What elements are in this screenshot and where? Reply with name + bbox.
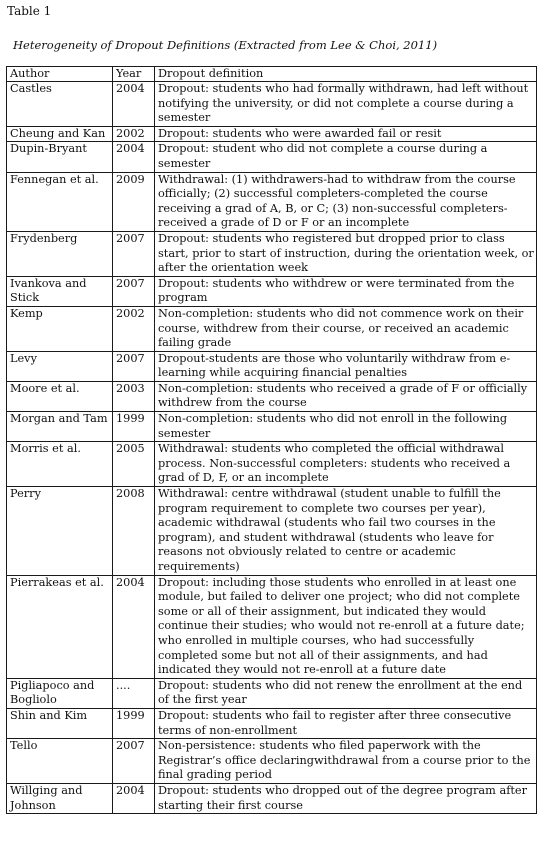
table-row — [7, 172, 537, 231]
year-cell: 2003 — [113, 381, 155, 411]
year-cell: 2004 — [113, 82, 155, 127]
definition-cell: Dropout: students who dropped out of the degree program after starting their first course — [155, 783, 537, 813]
author-cell: Dupin-Bryant — [7, 142, 113, 172]
author-cell: Pierrakeas et al. — [7, 575, 113, 678]
author-cell: Moore et al. — [7, 381, 113, 411]
definition-cell: Non-completion: students who did not enroll in the following semester — [155, 412, 537, 442]
year-cell: 2004 — [113, 783, 155, 813]
dropout-definitions-table — [6, 66, 537, 814]
definition-cell: Dropout-students are those who voluntarily withdraw from e-learning while acquiring financial penalties — [155, 351, 537, 381]
column-header-definition: Dropout definition — [155, 67, 537, 82]
definition-cell: Dropout: student who did not complete a course during a semester — [155, 142, 537, 172]
year-cell: 1999 — [113, 708, 155, 738]
year-cell: 2004 — [113, 142, 155, 172]
table-row — [7, 126, 537, 142]
table-caption: Heterogeneity of Dropout Definitions (Extracted from Lee & Choi, 2011) — [13, 38, 438, 52]
author-cell: Fennegan et al. — [7, 172, 113, 231]
table-row — [7, 708, 537, 738]
table-row — [7, 276, 537, 306]
author-cell: Castles — [7, 82, 113, 127]
definition-cell: Dropout: students who registered but dropped prior to class start, prior to start of instruction, during the orientation week, or after the orientation week — [155, 231, 537, 276]
definition-cell: Non-completion: students who did not commence work on their course, withdrew from their course, or received an academic failing grade — [155, 306, 537, 351]
table-row — [7, 142, 537, 172]
column-header-author: Author — [7, 67, 113, 82]
year-cell: 2008 — [113, 487, 155, 576]
table-row — [7, 306, 537, 351]
table-row — [7, 381, 537, 411]
author-cell: Ivankova and Stick — [7, 276, 113, 306]
table-row — [7, 82, 537, 127]
year-cell: 2007 — [113, 739, 155, 784]
author-cell: Tello — [7, 739, 113, 784]
table-row — [7, 487, 537, 576]
table-row — [7, 739, 537, 784]
definition-cell: Dropout: students who had formally withdrawn, had left without notifying the university, or did not complete a course during a semester — [155, 82, 537, 127]
year-cell: 2009 — [113, 172, 155, 231]
author-cell: Shin and Kim — [7, 708, 113, 738]
year-cell: .... — [113, 678, 155, 708]
definition-cell: Dropout: students who did not renew the enrollment at the end of the first year — [155, 678, 537, 708]
year-cell: 2007 — [113, 351, 155, 381]
year-cell: 1999 — [113, 412, 155, 442]
author-cell: Frydenberg — [7, 231, 113, 276]
table-row — [7, 575, 537, 678]
author-cell: Cheung and Kan — [7, 126, 113, 142]
author-cell: Levy — [7, 351, 113, 381]
column-header-year: Year — [113, 67, 155, 82]
definition-cell: Dropout: students who were awarded fail or resit — [155, 126, 537, 142]
year-cell: 2007 — [113, 276, 155, 306]
table-header-row — [7, 67, 537, 82]
table-label: Table 1 — [7, 4, 52, 18]
author-cell: Morgan and Tam — [7, 412, 113, 442]
author-cell: Pigliapoco and Bogliolo — [7, 678, 113, 708]
definition-cell: Dropout: including those students who enrolled in at least one module, but failed to deliver one project; who did not complete some or all of their assignment, but indicated they would continue their studies; who would not re-enroll at a future date; who enrolled in multiple courses, who had successfully completed some but not all of their assignments, and had indicated they would not re-enroll at a future date — [155, 575, 537, 678]
year-cell: 2002 — [113, 126, 155, 142]
author-cell: Kemp — [7, 306, 113, 351]
table-row — [7, 351, 537, 381]
definition-cell: Dropout: students who withdrew or were terminated from the program — [155, 276, 537, 306]
year-cell: 2007 — [113, 231, 155, 276]
definition-cell: Non-completion: students who received a grade of F or officially withdrew from the course — [155, 381, 537, 411]
table-row — [7, 678, 537, 708]
definition-cell: Dropout: students who fail to register after three consecutive terms of non-enrollment — [155, 708, 537, 738]
definition-cell: Withdrawal: students who completed the official withdrawal process. Non-successful completers: students who received a grad of D, F, or an incomplete — [155, 442, 537, 487]
year-cell: 2002 — [113, 306, 155, 351]
table-row — [7, 783, 537, 813]
author-cell: Willging and Johnson — [7, 783, 113, 813]
author-cell: Morris et al. — [7, 442, 113, 487]
table-row — [7, 412, 537, 442]
definition-cell: Withdrawal: (1) withdrawers-had to withdraw from the course officially; (2) successful completers-completed the course receiving a grad of A, B, or C; (3) non-successful completers-received a grade of D or F or an incomplete — [155, 172, 537, 231]
table-row — [7, 442, 537, 487]
author-cell: Perry — [7, 487, 113, 576]
table-row — [7, 231, 537, 276]
year-cell: 2005 — [113, 442, 155, 487]
year-cell: 2004 — [113, 575, 155, 678]
definition-cell: Withdrawal: centre withdrawal (student unable to fulfill the program requirement to complete two courses per year), academic withdrawal (students who fail two courses in the program), and student withdrawal (students who leave for reasons not obviously related to centre or academic requirements) — [155, 487, 537, 576]
definition-cell: Non-persistence: students who filed paperwork with the Registrar’s office declaringwithdrawal from a course prior to the final grading period — [155, 739, 537, 784]
